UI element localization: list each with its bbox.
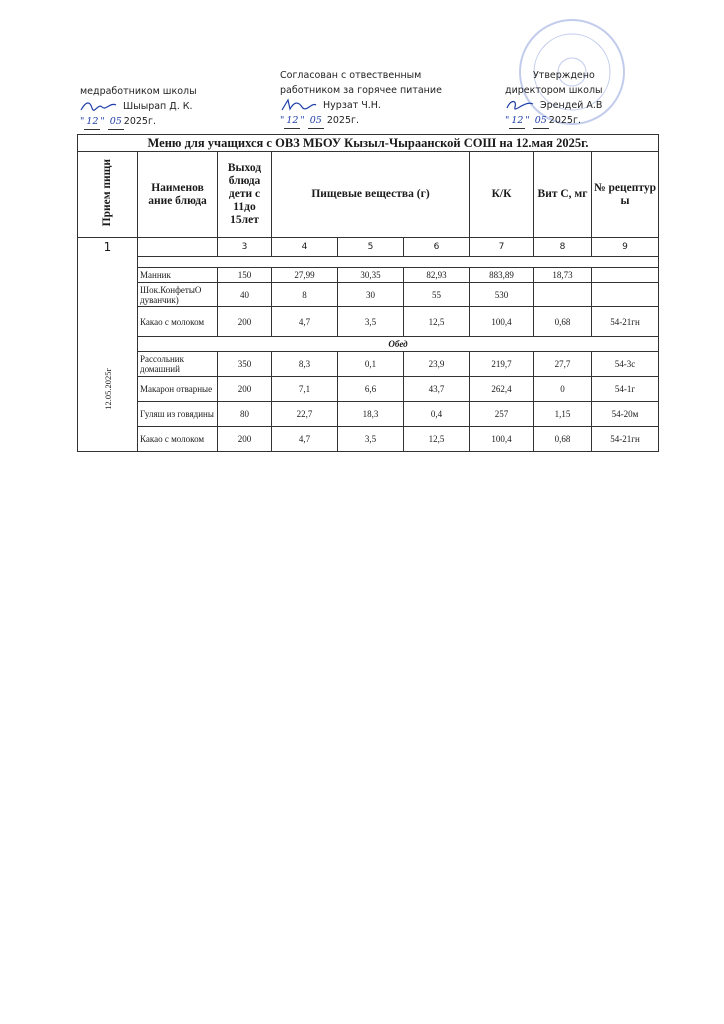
table-row [78, 307, 659, 337]
table-row [78, 402, 659, 427]
approval-director-title: Утверждено [533, 70, 595, 81]
menu-table [77, 151, 659, 452]
header-recipe: № рецептур ы [592, 152, 659, 238]
lunch-label: Обед [138, 337, 659, 352]
dish-yield: 200 [218, 377, 272, 402]
dish-protein: 7,1 [272, 377, 338, 402]
dish-vitc: 27,7 [534, 352, 592, 377]
dish-fat: 30,35 [338, 268, 404, 283]
dish-kcal: 219,7 [470, 352, 534, 377]
dish-fat: 3,5 [338, 427, 404, 452]
table-row [78, 268, 659, 283]
col-number-6: 6 [404, 238, 470, 257]
col-number-1: 1 [103, 240, 112, 254]
approval-catering: Согласован с отвественным работником за горячее питание Нурзат Ч.Н. " 12 " 05 2025г. [280, 68, 442, 129]
dish-name: Рассольник домашний [138, 352, 218, 377]
dish-carbs: 0,4 [404, 402, 470, 427]
approval-catering-day: 12 [284, 113, 300, 129]
approval-medical-title: медработником школы [80, 86, 197, 97]
approval-director: Утверждено директором школы Эрендей А.В " 12 " 05 2025г. [505, 68, 603, 129]
col-number-8: 8 [534, 238, 592, 257]
approval-director-name: Эрендей А.В [540, 100, 603, 111]
table-row [78, 377, 659, 402]
dish-yield: 150 [218, 268, 272, 283]
column-numbers-row [78, 238, 659, 257]
dish-name: Гуляш из говядины [138, 402, 218, 427]
dish-recipe: 54-3с [592, 352, 659, 377]
dish-kcal: 100,4 [470, 427, 534, 452]
dish-protein: 8,3 [272, 352, 338, 377]
dish-kcal: 530 [470, 283, 534, 307]
table-row [78, 427, 659, 452]
dish-protein: 27,99 [272, 268, 338, 283]
dish-vitc [534, 283, 592, 307]
dish-protein: 22,7 [272, 402, 338, 427]
approval-medical-day: 12 [84, 114, 100, 130]
dish-kcal: 262,4 [470, 377, 534, 402]
col-number-2 [138, 238, 218, 257]
dish-protein: 4,7 [272, 427, 338, 452]
signature-icon [280, 98, 318, 110]
col-number-3: 3 [218, 238, 272, 257]
header-yield: Выход блюда дети с 11до 15лет [218, 152, 272, 238]
approval-medical-year: 2025г. [123, 116, 156, 127]
approval-catering-title: Согласован с отвественным [280, 70, 422, 81]
approval-catering-year: 2025г. [326, 115, 360, 126]
dish-kcal: 883,89 [470, 268, 534, 283]
dish-fat: 3,5 [338, 307, 404, 337]
dish-yield: 200 [218, 427, 272, 452]
dish-carbs: 43,7 [404, 377, 470, 402]
dish-vitc: 0 [534, 377, 592, 402]
dish-vitc: 0,68 [534, 307, 592, 337]
dish-protein: 4,7 [272, 307, 338, 337]
table-row [78, 352, 659, 377]
dish-name: Какао с молоком [138, 307, 218, 337]
approval-medical-name: Шыырап Д. К. [123, 101, 193, 112]
dish-name: Шок.КонфетыО дуванчик) [138, 283, 218, 307]
approval-director-month: 05 [533, 113, 549, 129]
header-vitc: Вит С, мг [534, 152, 592, 238]
dish-recipe: 54-20м [592, 402, 659, 427]
approval-director-subtitle: директором школы [505, 85, 603, 96]
dish-recipe: 54-21гн [592, 307, 659, 337]
date-cell [78, 238, 138, 452]
dish-recipe [592, 268, 659, 283]
approval-director-day: 12 [509, 113, 525, 129]
dish-recipe: 54-21гн [592, 427, 659, 452]
header-dish: Наименов ание блюда [138, 152, 218, 238]
dish-carbs: 23,9 [404, 352, 470, 377]
page-title: Меню для учащихся с ОВЗ МБОУ Кызыл-Чыраанской СОШ на 12.мая 2025г. [77, 134, 659, 151]
dish-fat: 0,1 [338, 352, 404, 377]
dish-name: Какао с молоком [138, 427, 218, 452]
dish-yield: 80 [218, 402, 272, 427]
menu-date: 12.05.2025г [102, 368, 113, 410]
dish-yield: 200 [218, 307, 272, 337]
dish-carbs: 82,93 [404, 268, 470, 283]
approval-medical-month: 05 [108, 114, 124, 130]
dish-yield: 350 [218, 352, 272, 377]
dish-carbs: 12,5 [404, 427, 470, 452]
col-number-4: 4 [272, 238, 338, 257]
dish-yield: 40 [218, 283, 272, 307]
approval-catering-subtitle: работником за горячее питание [280, 85, 442, 96]
dish-carbs: 55 [404, 283, 470, 307]
dish-recipe [592, 283, 659, 307]
header-row [78, 152, 659, 238]
signature-icon [505, 98, 535, 110]
dish-kcal: 100,4 [470, 307, 534, 337]
dish-carbs: 12,5 [404, 307, 470, 337]
dish-vitc: 0,68 [534, 427, 592, 452]
col-number-7: 7 [470, 238, 534, 257]
lunch-section-row [78, 337, 659, 352]
approval-catering-name: Нурзат Ч.Н. [323, 100, 381, 111]
col-number-5: 5 [338, 238, 404, 257]
header-meal: Прием пищи [78, 152, 138, 238]
dish-vitc: 18,73 [534, 268, 592, 283]
dish-kcal: 257 [470, 402, 534, 427]
dish-name: Манник [138, 268, 218, 283]
dish-recipe: 54-1г [592, 377, 659, 402]
dish-fat: 30 [338, 283, 404, 307]
header-nutrients: Пищевые вещества (г) [272, 152, 470, 238]
approval-medical: медработником школы Шыырап Д. К. " 12 " 05 2025г. [80, 84, 197, 130]
dish-fat: 6,6 [338, 377, 404, 402]
table-row [78, 283, 659, 307]
spacer-row [78, 257, 659, 268]
header-kcal: К/К [470, 152, 534, 238]
dish-name: Макарон отварные [138, 377, 218, 402]
dish-vitc: 1,15 [534, 402, 592, 427]
col-number-9: 9 [592, 238, 659, 257]
approval-catering-month: 05 [308, 113, 324, 129]
signature-icon [80, 99, 118, 111]
dish-protein: 8 [272, 283, 338, 307]
approval-director-year: 2025г. [548, 115, 581, 126]
dish-fat: 18,3 [338, 402, 404, 427]
